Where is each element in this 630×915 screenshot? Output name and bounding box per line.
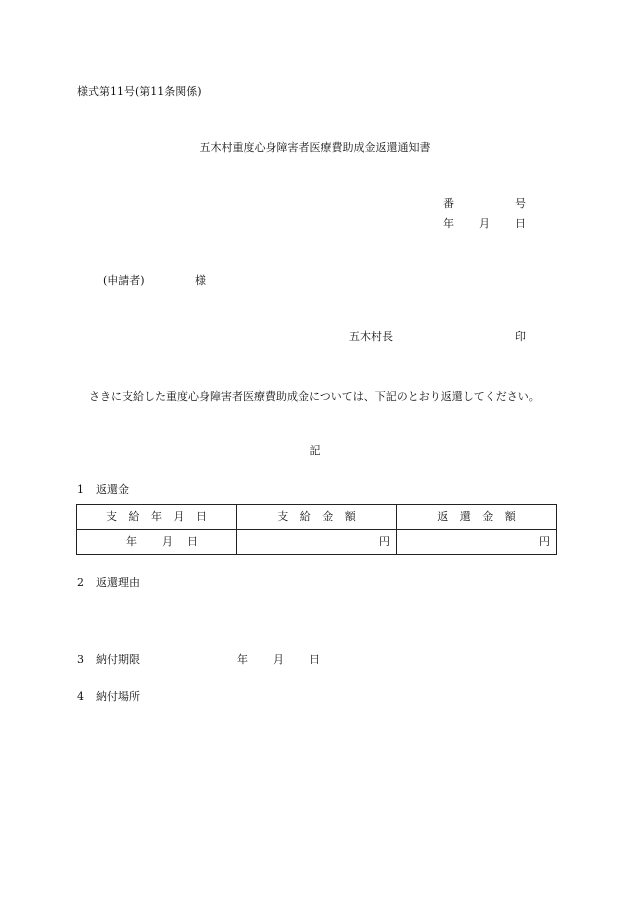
section-label: 返還理由 bbox=[96, 576, 140, 589]
table-row bbox=[77, 530, 557, 555]
applicant-honorific: 様 bbox=[195, 274, 206, 287]
section-payment-place bbox=[77, 690, 140, 704]
reference-number-suffix: 号 bbox=[515, 197, 526, 210]
header-payment-date: 支 給 年 月 日 bbox=[77, 505, 237, 530]
issue-date-year: 年 bbox=[443, 217, 454, 230]
deadline-year: 年 bbox=[237, 653, 248, 666]
section-number: 2 bbox=[77, 576, 84, 589]
payment-amount-cell bbox=[237, 530, 397, 555]
body-paragraph: さきに支給した重度心身障害者医療費助成金については、下記のとおり返還してください。 bbox=[89, 390, 540, 403]
payment-date-cell bbox=[77, 530, 237, 555]
section-label: 納付場所 bbox=[96, 690, 140, 703]
sender-name: 五木村長 bbox=[349, 330, 393, 343]
payment-date-day: 日 bbox=[187, 535, 198, 548]
section-refund-amount bbox=[77, 483, 129, 497]
issue-date-day: 日 bbox=[515, 217, 526, 230]
section-number: 3 bbox=[77, 653, 84, 666]
refund-amount-unit: 円 bbox=[539, 535, 550, 548]
ki-heading: 記 bbox=[309, 444, 321, 457]
issue-date-month: 月 bbox=[479, 217, 490, 230]
applicant-label: (申請者) bbox=[103, 274, 145, 287]
refund-amount-cell bbox=[397, 530, 557, 555]
table-header-row bbox=[77, 505, 557, 530]
section-number: 1 bbox=[77, 483, 84, 496]
section-number: 4 bbox=[77, 690, 84, 703]
payment-date-year: 年 bbox=[126, 535, 137, 548]
seal-mark: 印 bbox=[515, 330, 526, 343]
header-payment-amount: 支 給 金 額 bbox=[237, 505, 397, 530]
section-label: 納付期限 bbox=[96, 653, 140, 666]
deadline-day: 日 bbox=[309, 653, 320, 666]
payment-amount-unit: 円 bbox=[379, 535, 390, 548]
section-label: 返還金 bbox=[96, 483, 129, 496]
section-refund-reason bbox=[77, 576, 140, 590]
deadline-month: 月 bbox=[273, 653, 284, 666]
section-payment-deadline bbox=[77, 653, 140, 667]
refund-table bbox=[76, 504, 557, 555]
payment-date-month: 月 bbox=[162, 535, 173, 548]
form-number: 様式第11号(第11条関係) bbox=[77, 85, 202, 98]
reference-number-label: 番 bbox=[443, 197, 454, 210]
header-refund-amount: 返 還 金 額 bbox=[397, 505, 557, 530]
document-title: 五木村重度心身障害者医療費助成金返還通知書 bbox=[199, 141, 431, 154]
